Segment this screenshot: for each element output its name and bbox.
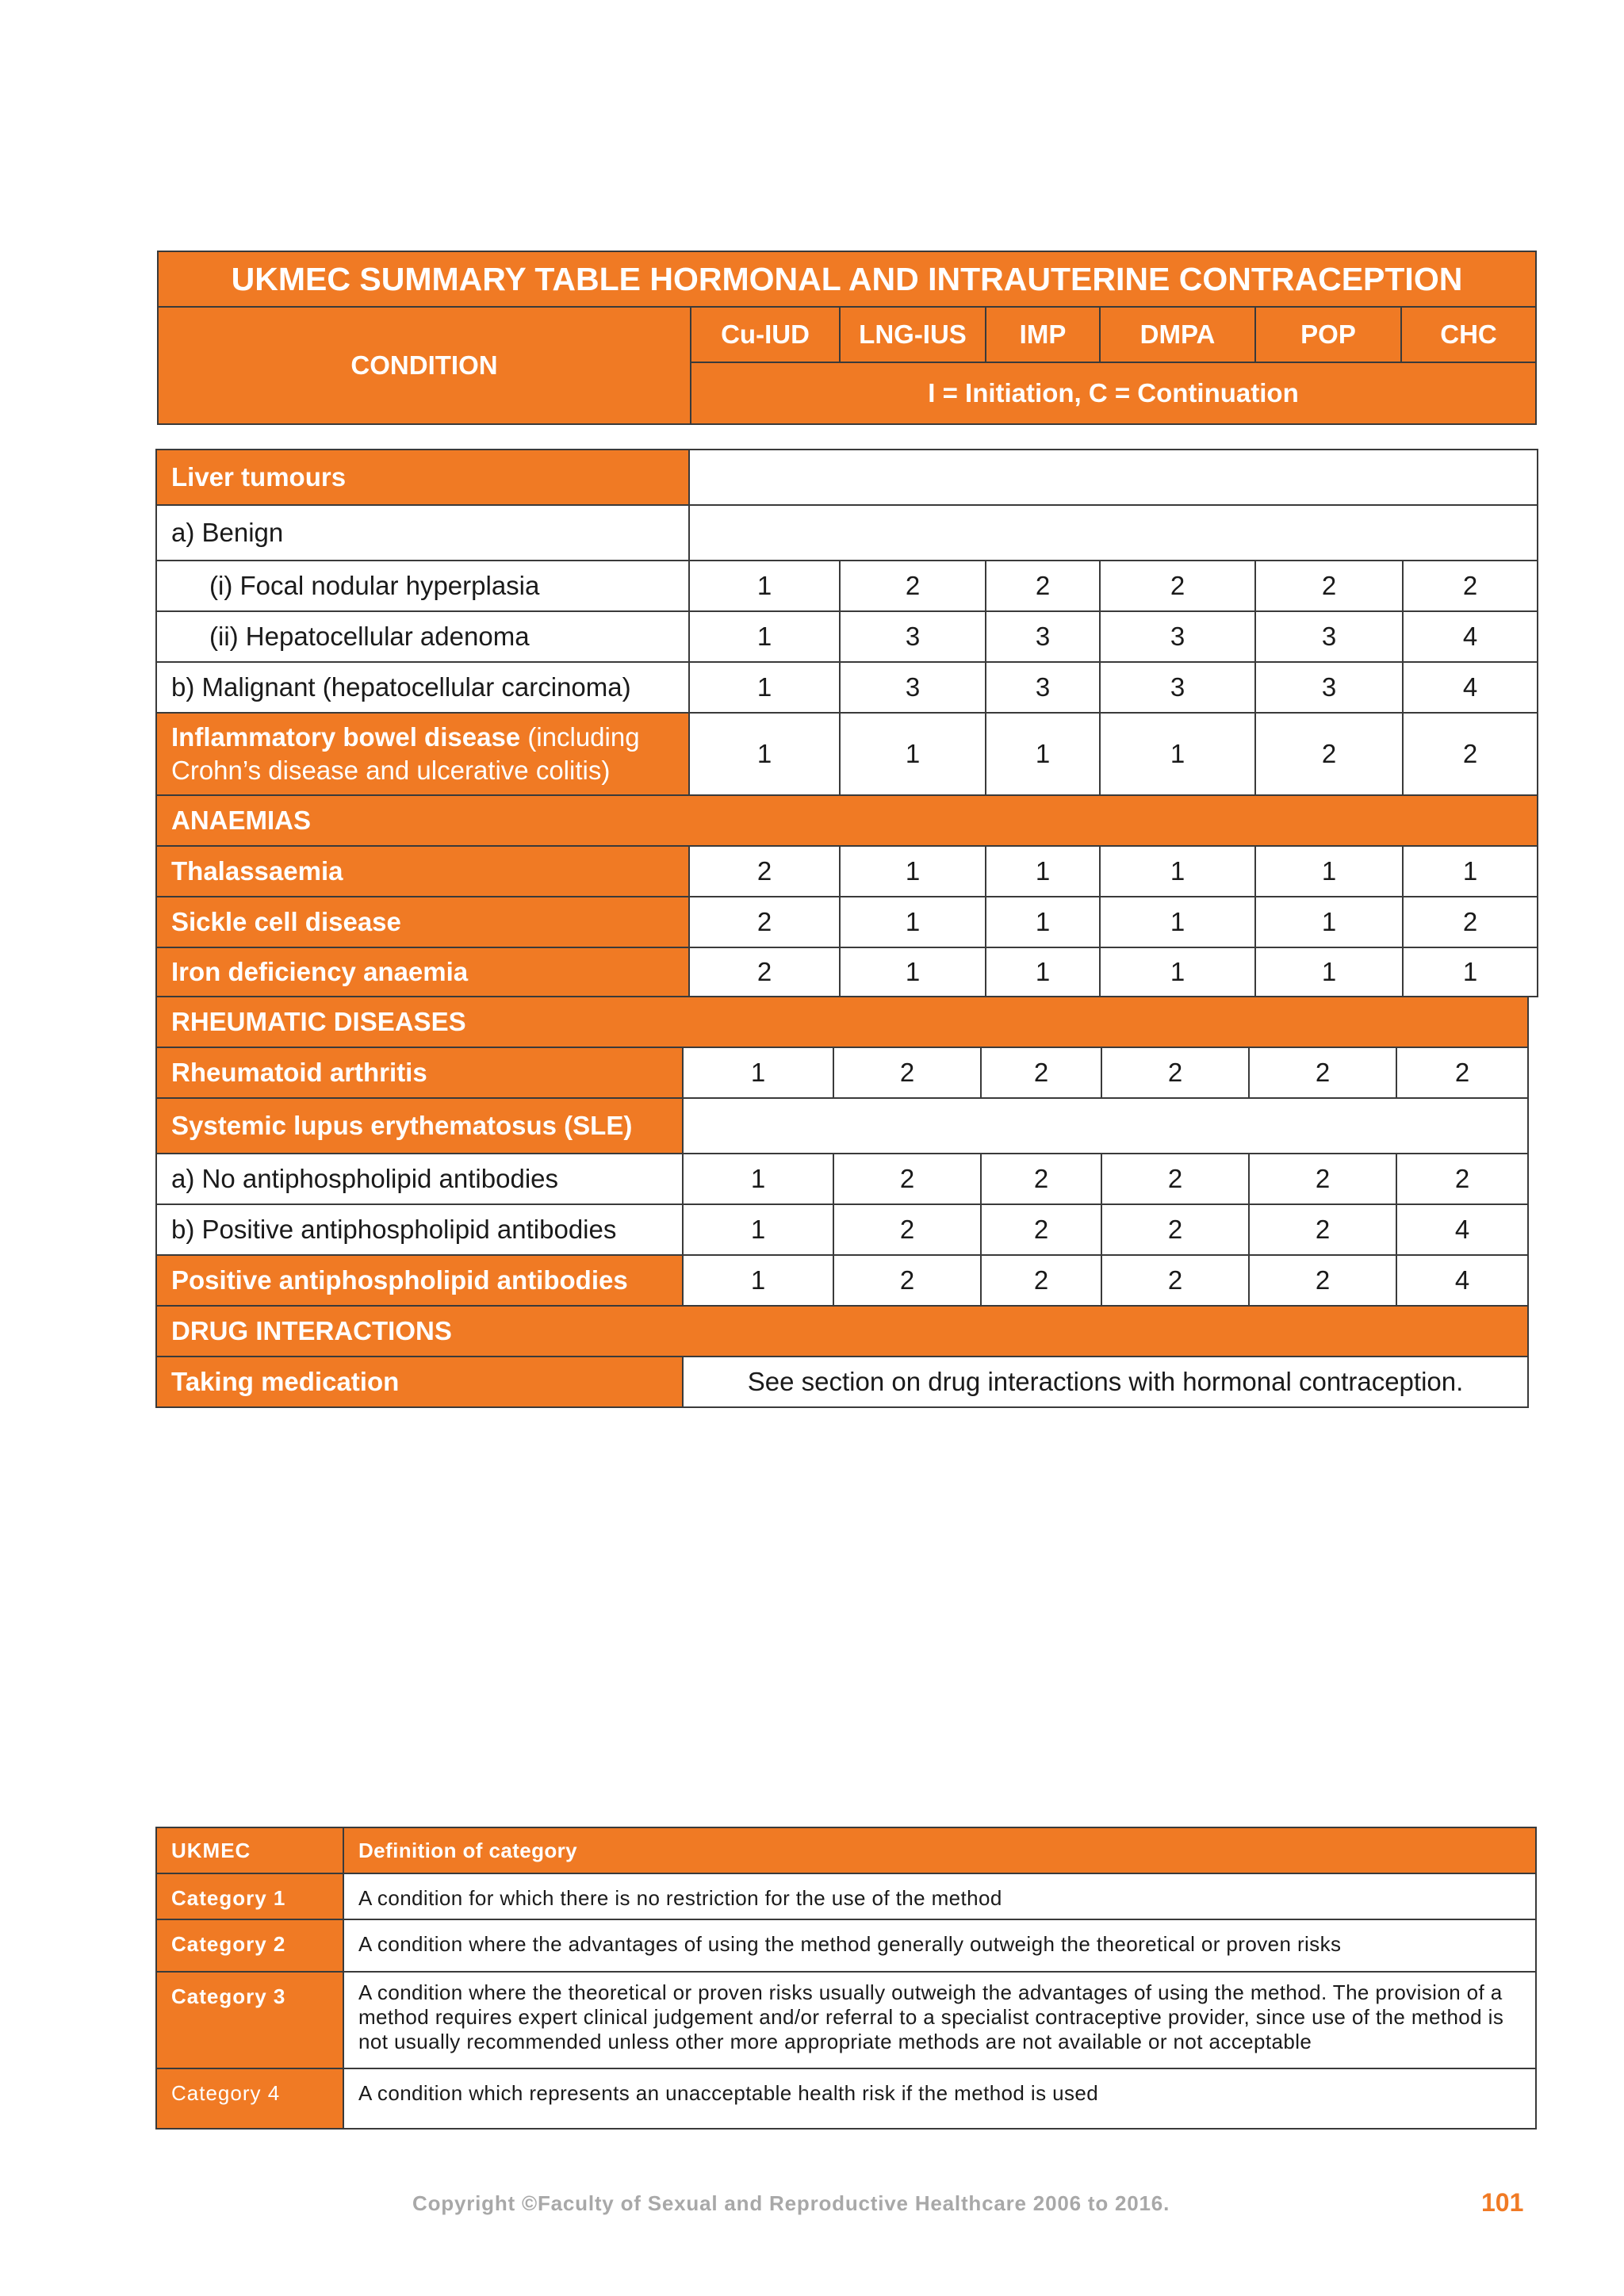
method-header-dmpa: DMPA [1100, 307, 1255, 362]
method-header-lng-ius: LNG-IUS [840, 307, 986, 362]
copyright-notice: Copyright ©Faculty of Sexual and Reproductive Healthcare 2006 to 2016. [412, 2191, 1170, 2215]
ibd-rest-label: (including Crohn’s disease and ulcerative colitis) [171, 722, 640, 785]
row-label-focal-nodular-hyperplasia: (i) Focal nodular hyperplasia [156, 561, 689, 611]
table-title: UKMEC SUMMARY TABLE HORMONAL AND INTRAUTERINE CONTRACEPTION [158, 251, 1536, 307]
cell-value: 1 [1100, 897, 1255, 947]
cell-value: 1 [1403, 947, 1538, 997]
cell-value: 2 [1249, 1204, 1396, 1255]
conditions-table-lower [155, 996, 1529, 1408]
cell-value: 2 [833, 1154, 981, 1204]
legend-category-2: Category 2 [156, 1919, 343, 1972]
table-row [156, 947, 1538, 997]
cell-value: 3 [840, 611, 986, 662]
table-row [156, 1827, 1536, 1873]
table-row [156, 997, 1528, 1047]
cell-value: 1 [840, 897, 986, 947]
drug-interactions-note: See section on drug interactions with hormonal contraception. [683, 1357, 1528, 1407]
row-label-benign: a) Benign [156, 505, 689, 561]
cell-value: 2 [1396, 1047, 1528, 1098]
table-row [156, 1204, 1528, 1255]
cell-value: 2 [689, 846, 840, 897]
row-label-rheumatoid-arthritis: Rheumatoid arthritis [156, 1047, 683, 1098]
cell-value: 3 [1100, 662, 1255, 713]
method-header-imp: IMP [986, 307, 1100, 362]
cell-value: 1 [683, 1255, 833, 1306]
table-row [156, 611, 1538, 662]
legend-definition-1: A condition for which there is no restriction for the use of the method [343, 1873, 1536, 1919]
page-number: 101 [1481, 2188, 1524, 2217]
cell-value: 2 [689, 897, 840, 947]
cell-value: 4 [1396, 1204, 1528, 1255]
cell-value: 3 [1255, 662, 1403, 713]
row-label-thalassaemia: Thalassaemia [156, 846, 689, 897]
table-row [156, 1306, 1528, 1357]
cell-value: 3 [986, 611, 1100, 662]
table-row [156, 1098, 1528, 1154]
cell-value: 2 [1403, 897, 1538, 947]
legend-definition-4: A condition which represents an unacceptable health risk if the method is used [343, 2068, 1536, 2129]
cell-value: 4 [1403, 611, 1538, 662]
section-header-drug-interactions: DRUG INTERACTIONS [156, 1306, 1528, 1357]
cell-value: 2 [1101, 1047, 1249, 1098]
legend-category-1: Category 1 [156, 1873, 343, 1919]
cell-value: 2 [981, 1255, 1101, 1306]
method-header-pop: POP [1255, 307, 1401, 362]
category-legend-table [155, 1827, 1537, 2130]
cell-value: 1 [840, 713, 986, 795]
legend-definition-3: A condition where the theoretical or proven risks usually outweigh the advantages of using the method. The provision of a method requires expert clinical judgement and/or referral to a specialist contraceptive provider, since use of the method is not usually recommended unless other more appropriate methods are not available or not acceptable [343, 1972, 1536, 2068]
cell-value: 1 [986, 897, 1100, 947]
cell-value: 1 [1255, 846, 1403, 897]
cell-value: 1 [689, 561, 840, 611]
cell-value: 2 [1101, 1255, 1249, 1306]
cell-value: 2 [840, 561, 986, 611]
cell-value: 1 [1100, 947, 1255, 997]
row-label-liver-tumours: Liver tumours [156, 450, 689, 505]
cell-value: 2 [1101, 1154, 1249, 1204]
cell-value: 1 [683, 1154, 833, 1204]
cell-value: 2 [981, 1204, 1101, 1255]
conditions-table-upper [155, 449, 1538, 997]
empty-cell [689, 505, 1538, 561]
cell-value: 1 [1255, 947, 1403, 997]
method-header-cu-iud: Cu-IUD [691, 307, 840, 362]
cell-value: 2 [1249, 1047, 1396, 1098]
table-row [156, 1919, 1536, 1972]
cell-value: 2 [981, 1154, 1101, 1204]
table-row [156, 1154, 1528, 1204]
cell-value: 4 [1403, 662, 1538, 713]
cell-value: 4 [1396, 1255, 1528, 1306]
cell-value: 2 [986, 561, 1100, 611]
cell-value: 2 [1249, 1154, 1396, 1204]
cell-value: 1 [986, 846, 1100, 897]
cell-value: 2 [1101, 1204, 1249, 1255]
cell-value: 2 [1100, 561, 1255, 611]
cell-value: 2 [833, 1255, 981, 1306]
row-label-positive-antiphospholipid-b: b) Positive antiphospholipid antibodies [156, 1204, 683, 1255]
row-label-inflammatory-bowel-disease [156, 713, 689, 795]
cell-value: 1 [689, 611, 840, 662]
row-label-sle: Systemic lupus erythematosus (SLE) [156, 1098, 683, 1154]
cell-value: 2 [981, 1047, 1101, 1098]
table-row [156, 713, 1538, 795]
cell-value: 2 [833, 1204, 981, 1255]
cell-value: 1 [1403, 846, 1538, 897]
cell-value: 1 [840, 846, 986, 897]
table-row [156, 795, 1538, 846]
cell-value: 1 [986, 947, 1100, 997]
table-row [156, 897, 1538, 947]
row-label-malignant: b) Malignant (hepatocellular carcinoma) [156, 662, 689, 713]
cell-value: 1 [1255, 897, 1403, 947]
cell-value: 2 [1403, 561, 1538, 611]
legend-category-4: Category 4 [156, 2068, 343, 2129]
row-label-no-antiphospholipid: a) No antiphospholipid antibodies [156, 1154, 683, 1204]
cell-value: 1 [986, 713, 1100, 795]
cell-value: 3 [986, 662, 1100, 713]
cell-value: 2 [833, 1047, 981, 1098]
cell-value: 1 [689, 713, 840, 795]
cell-value: 3 [1100, 611, 1255, 662]
table-row [156, 450, 1538, 505]
table-row [156, 1357, 1528, 1407]
row-label-iron-deficiency-anaemia: Iron deficiency anaemia [156, 947, 689, 997]
cell-value: 1 [1100, 846, 1255, 897]
table-row [156, 662, 1538, 713]
cell-value: 2 [1249, 1255, 1396, 1306]
empty-cell [689, 450, 1538, 505]
cell-value: 2 [1403, 713, 1538, 795]
row-label-taking-medication: Taking medication [156, 1357, 683, 1407]
empty-cell [683, 1098, 1528, 1154]
table-row [156, 505, 1538, 561]
cell-value: 1 [1100, 713, 1255, 795]
table-row [156, 1873, 1536, 1919]
table-row [156, 846, 1538, 897]
cell-value: 2 [1255, 561, 1403, 611]
cell-value: 3 [1255, 611, 1403, 662]
table-row [156, 1255, 1528, 1306]
table-row [156, 2068, 1536, 2129]
legend-definition-2: A condition where the advantages of using the method generally outweigh the theoretical or proven risks [343, 1919, 1536, 1972]
method-header-chc: CHC [1401, 307, 1536, 362]
section-header-anaemias: ANAEMIAS [156, 795, 1538, 846]
legend-header-ukmec: UKMEC [156, 1827, 343, 1873]
cell-value: 2 [689, 947, 840, 997]
legend-header-definition: Definition of category [343, 1827, 1536, 1873]
summary-header-table [157, 251, 1537, 425]
cell-value: 2 [1396, 1154, 1528, 1204]
cell-value: 2 [1255, 713, 1403, 795]
row-label-hepatocellular-adenoma: (ii) Hepatocellular adenoma [156, 611, 689, 662]
cell-value: 3 [840, 662, 986, 713]
cell-value: 1 [840, 947, 986, 997]
row-label-positive-antiphospholipid: Positive antiphospholipid antibodies [156, 1255, 683, 1306]
cell-value: 1 [683, 1047, 833, 1098]
section-header-rheumatic-diseases: RHEUMATIC DISEASES [156, 997, 1528, 1047]
legend-category-3: Category 3 [156, 1972, 343, 2068]
table-row [156, 1047, 1528, 1098]
initiation-continuation-note: I = Initiation, C = Continuation [691, 362, 1536, 424]
row-label-sickle-cell-disease: Sickle cell disease [156, 897, 689, 947]
table-row [156, 1972, 1536, 2068]
ibd-bold-label: Inflammatory bowel disease [171, 722, 521, 752]
cell-value: 1 [689, 662, 840, 713]
condition-header: CONDITION [158, 307, 691, 424]
table-row [156, 561, 1538, 611]
cell-value: 1 [683, 1204, 833, 1255]
